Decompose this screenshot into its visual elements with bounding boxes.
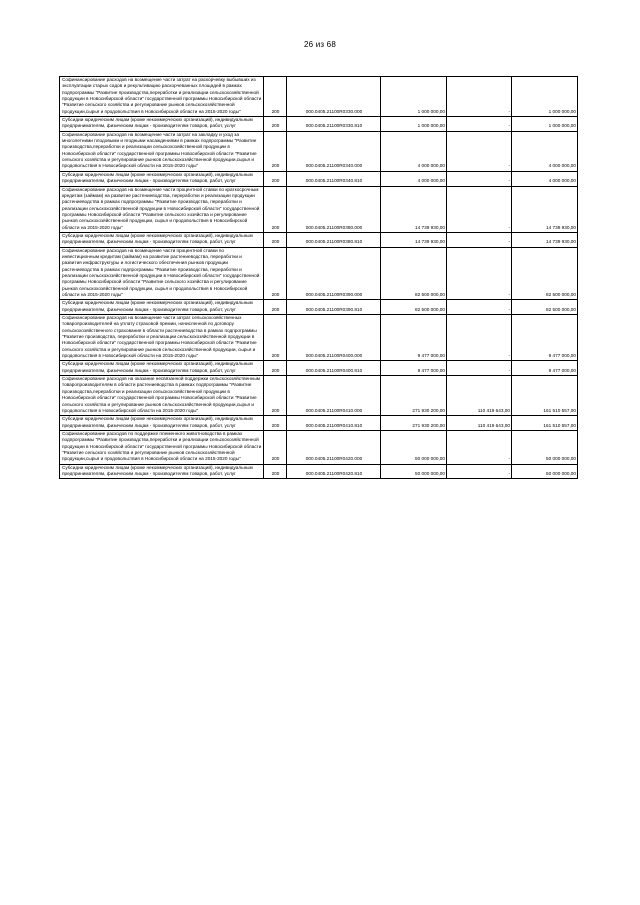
- remaining-amount-cell: 161 510 557,00: [512, 376, 578, 416]
- approved-amount-cell: 4 000 000,00: [381, 131, 447, 171]
- expense-name-cell: Субсидии юридическим лицам (кроме некоммерческих организаций), индивидуальным предпринимателям, физическим лицам - производителям товаров, работ, услуг: [60, 171, 264, 186]
- expense-name-cell: Софинансирование расходов на оказание несвязанной поддержки сельскохозяйственным товаропроизводителям в области растениеводства в рамках подпрограммы "Развитие производства,переработки и реализации сельскохозяйственной продукции в Новосибирской области" государственной программы Новосибирской области "Развитие сельского хозяйства и регулирование рынков сельскохозяйственной продукции,сырья и продовольствия в Новосибирской области на 2015-2020 годы": [60, 376, 264, 416]
- remaining-amount-cell: 14 739 930,00: [512, 232, 578, 247]
- expense-name-cell: Софинансирование расходов на возмещение части процентной ставки по краткосрочным кредитам (займам) на развитие растениеводства, переработки и реализации продукции растениеводства в рамках подпрограммы "Развитие производства, переработки и реализации сельскохозяйственной продукции в Новосибирской области" государственной программы Новосибирской области "Развитие сельского хозяйства и регулирование рынков сельскохозяйственной продукции, сырья и продовольствия в Новосибирской области на 2015-2020 годы": [60, 186, 264, 232]
- expense-name-cell: Софинансирование расходов на возмещение части затрат на раскорчевку выбывших из эксплуатации старых садов и рекультивацию раскорчеванных площадей в рамках подпрограммы "Развитие производства,переработки и реализации сельскохозяйственной продукции в Новосибирской области" государственной программы Новосибирской области "Развитие сельского хозяйства и регулирование рынков сельскохозяйственной продукции,сырья и продовольствия в Новосибирской области на 2015-2020 годы": [60, 77, 264, 117]
- executed-amount-cell: -: [447, 247, 512, 300]
- table-row: [60, 315, 578, 361]
- classification-code-cell: 000.0405.21100R0420.810: [287, 464, 381, 479]
- classification-code-cell: 000.0405.21100R0410.000: [287, 376, 381, 416]
- function-code-cell: 200: [264, 131, 287, 171]
- function-code-cell: 200: [264, 315, 287, 361]
- executed-amount-cell: -: [447, 131, 512, 171]
- approved-amount-cell: 9 477 000,00: [381, 315, 447, 361]
- function-code-cell: 200: [264, 464, 287, 479]
- classification-code-cell: 000.0405.21100R0390.000: [287, 247, 381, 300]
- function-code-cell: 200: [264, 117, 287, 132]
- executed-amount-cell: -: [447, 117, 512, 132]
- function-code-cell: 200: [264, 171, 287, 186]
- function-code-cell: 200: [264, 247, 287, 300]
- expense-name-cell: Субсидии юридическим лицам (кроме некоммерческих организаций), индивидуальным предпринимателям, физическим лицам - производителям товаров, работ, услуг: [60, 300, 264, 315]
- remaining-amount-cell: 1 000 000,00: [512, 117, 578, 132]
- approved-amount-cell: 1 000 000,00: [381, 77, 447, 117]
- remaining-amount-cell: 9 477 000,00: [512, 315, 578, 361]
- remaining-amount-cell: 82 500 000,00: [512, 300, 578, 315]
- page-number: 26 из 68: [304, 40, 336, 49]
- remaining-amount-cell: 4 000 000,00: [512, 131, 578, 171]
- table-row: [60, 430, 578, 464]
- expense-name-cell: Субсидии юридическим лицам (кроме некоммерческих организаций), индивидуальным предпринимателям, физическим лицам - производителям товаров, работ, услуг: [60, 464, 264, 479]
- approved-amount-cell: 4 000 000,00: [381, 171, 447, 186]
- remaining-amount-cell: 50 000 000,00: [512, 430, 578, 464]
- classification-code-cell: 000.0405.21100R0340.810: [287, 171, 381, 186]
- approved-amount-cell: 271 930 200,00: [381, 376, 447, 416]
- expense-name-cell: Субсидии юридическим лицам (кроме некоммерческих организаций), индивидуальным предпринимателям, физическим лицам - производителям товаров, работ, услуг: [60, 117, 264, 132]
- approved-amount-cell: 1 000 000,00: [381, 117, 447, 132]
- approved-amount-cell: 50 000 000,00: [381, 464, 447, 479]
- function-code-cell: 200: [264, 232, 287, 247]
- classification-code-cell: 000.0405.21100R0390.810: [287, 300, 381, 315]
- remaining-amount-cell: 1 000 000,00: [512, 77, 578, 117]
- expense-name-cell: Софинансирование расходов по поддержке племенного животноводства в рамках подпрограммы "Развитие производства,переработки и реализации сельскохозяйственной продукции в Новосибирской области" государственной программы Новосибирской области "Развитие сельского хозяйства и регулирование рынков сельскохозяйственной продукции,сырья и продовольствия в Новосибирской области на 2015-2020 годы": [60, 430, 264, 464]
- executed-amount-cell: -: [447, 361, 512, 376]
- remaining-amount-cell: 50 000 000,00: [512, 464, 578, 479]
- table-row: [60, 232, 578, 247]
- remaining-amount-cell: 4 000 000,00: [512, 171, 578, 186]
- executed-amount-cell: -: [447, 186, 512, 232]
- function-code-cell: 200: [264, 416, 287, 431]
- classification-code-cell: 000.0405.21100R0400.810: [287, 361, 381, 376]
- approved-amount-cell: 50 000 000,00: [381, 430, 447, 464]
- executed-amount-cell: -: [447, 464, 512, 479]
- classification-code-cell: 000.0405.21100R0380.000: [287, 186, 381, 232]
- approved-amount-cell: 14 739 930,00: [381, 232, 447, 247]
- executed-amount-cell: -: [447, 300, 512, 315]
- table-row: [60, 464, 578, 479]
- table-row: [60, 171, 578, 186]
- table-row: [60, 247, 578, 300]
- classification-code-cell: 000.0405.21100R0330.810: [287, 117, 381, 132]
- table-row: [60, 131, 578, 171]
- classification-code-cell: 000.0405.21100R0410.810: [287, 416, 381, 431]
- table-row: [60, 77, 578, 117]
- classification-code-cell: 000.0405.21100R0420.000: [287, 430, 381, 464]
- remaining-amount-cell: 82 500 000,00: [512, 247, 578, 300]
- approved-amount-cell: 82 500 000,00: [381, 300, 447, 315]
- remaining-amount-cell: 9 477 000,00: [512, 361, 578, 376]
- expense-name-cell: Субсидии юридическим лицам (кроме некоммерческих организаций), индивидуальным предпринимателям, физическим лицам - производителям товаров, работ, услуг: [60, 416, 264, 431]
- budget-table: [59, 76, 578, 479]
- function-code-cell: 200: [264, 430, 287, 464]
- classification-code-cell: 000.0405.21100R0340.000: [287, 131, 381, 171]
- executed-amount-cell: -: [447, 315, 512, 361]
- function-code-cell: 200: [264, 300, 287, 315]
- table-row: [60, 186, 578, 232]
- classification-code-cell: 000.0405.21100R0380.810: [287, 232, 381, 247]
- expense-name-cell: Субсидии юридическим лицам (кроме некоммерческих организаций), индивидуальным предпринимателям, физическим лицам - производителям товаров, работ, услуг: [60, 361, 264, 376]
- expense-name-cell: Софинансирование расходов на возмещение части процентной ставки по инвестиционным кредитам (займам) на развитие растениеводства, переработки и развития инфраструктуры и логистического обеспечения рынков продукции растениеводства в рамках подпрограммы "Развитие производства, переработки и реализации сельскохозяйственной продукции в Новосибирской области" государственной программы Новосибирской области "Развитие сельского хозяйства и регулирование рынков сельскохозяйственной продукции, сырья и продовольствия в Новосибирской области на 2015-2020 годы": [60, 247, 264, 300]
- approved-amount-cell: 82 500 000,00: [381, 247, 447, 300]
- function-code-cell: 200: [264, 376, 287, 416]
- approved-amount-cell: 9 477 000,00: [381, 361, 447, 376]
- table-row: [60, 300, 578, 315]
- table-row: [60, 361, 578, 376]
- executed-amount-cell: -: [447, 232, 512, 247]
- remaining-amount-cell: 161 510 557,00: [512, 416, 578, 431]
- function-code-cell: 200: [264, 361, 287, 376]
- classification-code-cell: 000.0405.21100R0330.000: [287, 77, 381, 117]
- function-code-cell: 200: [264, 186, 287, 232]
- function-code-cell: 200: [264, 77, 287, 117]
- classification-code-cell: 000.0405.21100R0400.000: [287, 315, 381, 361]
- expense-name-cell: Субсидии юридическим лицам (кроме некоммерческих организаций), индивидуальным предпринимателям, физическим лицам - производителям товаров, работ, услуг: [60, 232, 264, 247]
- table-row: [60, 117, 578, 132]
- table-row: [60, 376, 578, 416]
- remaining-amount-cell: 14 739 930,00: [512, 186, 578, 232]
- executed-amount-cell: -: [447, 77, 512, 117]
- executed-amount-cell: -: [447, 430, 512, 464]
- expense-name-cell: Софинансирование расходов на возмещение части затрат сельскохозяйственных товаропроизводителей на уплату страховой премии, начисленной по договору сельскохозяйственного страхования в области растениеводства в рамках подпрограммы "Развитие производства, переработки и реализации сельскохозяйственной продукции в Новосибирской области" государственной программы Новосибирской области "Развитие сельского хозяйства и регулирование рынков сельскохозяйственной продукции, сырья и продовольствия в Новосибирской области на 2015-2020 годы": [60, 315, 264, 361]
- table-row: [60, 416, 578, 431]
- executed-amount-cell: 110 419 643,00: [447, 376, 512, 416]
- executed-amount-cell: -: [447, 171, 512, 186]
- executed-amount-cell: 110 419 643,00: [447, 416, 512, 431]
- approved-amount-cell: 14 739 930,00: [381, 186, 447, 232]
- expense-name-cell: Софинансирование расходов на возмещение части затрат на закладку и уход за многолетними плодовыми и ягодными насаждениями в рамках подпрограммы "Развитие производства,переработки и реализации сельскохозяйственной продукции в Новосибирской области" государственной программы Новосибирской области "Развитие сельского хозяйства и регулирование рынков сельскохозяйственной продукции,сырья и продовольствия в Новосибирской области на 2015-2020 годы": [60, 131, 264, 171]
- approved-amount-cell: 271 930 200,00: [381, 416, 447, 431]
